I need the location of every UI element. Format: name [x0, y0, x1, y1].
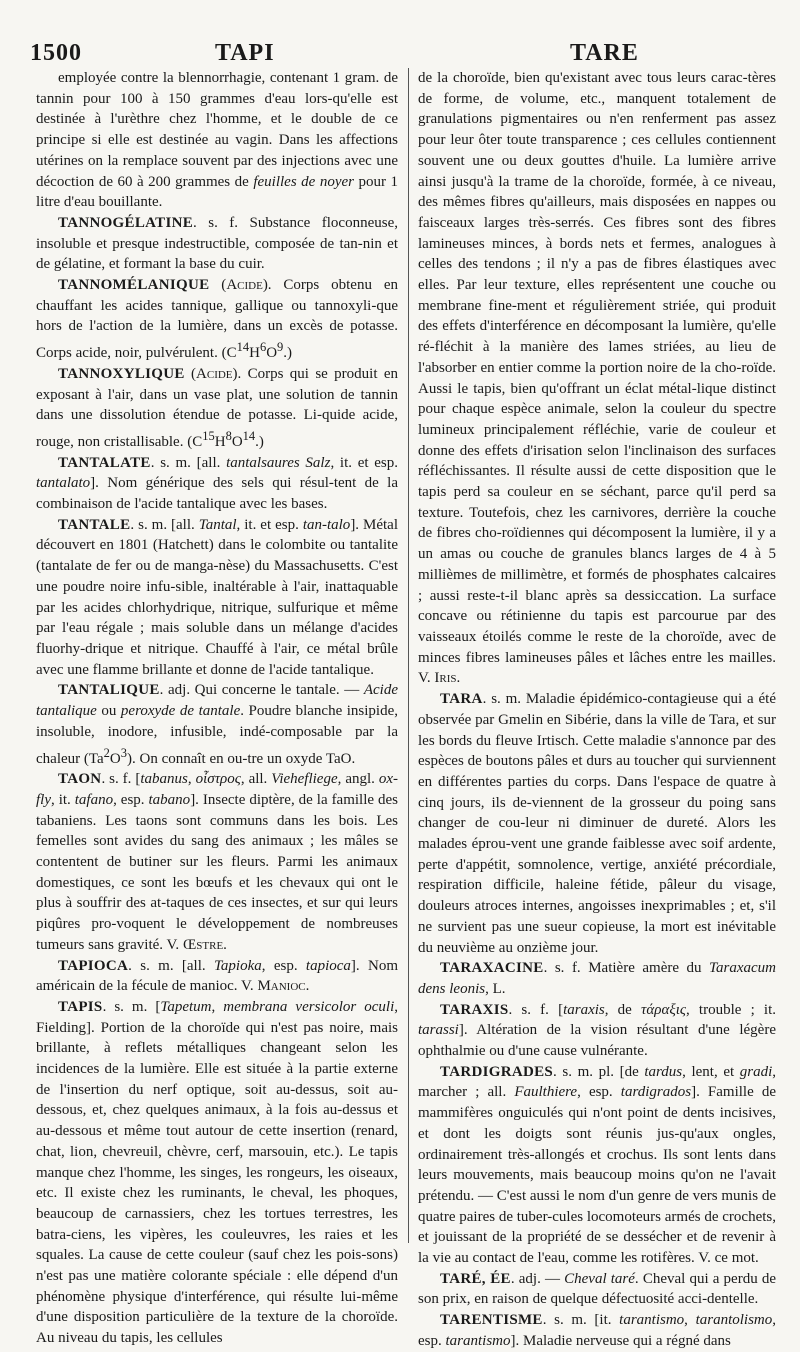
dictionary-entry: TANTALE. s. m. [all. Tantal, it. et esp. tan-talo]. Métal découvert en 1801 (Hatchett) dans le colombite ou tantalite (tantalate de fer ou de manga-nèse) du Massachusetts. C'est une poudre noire infu-sible, inaltérable à l'air, inattaquable par les acides chlorhydrique, nitrique, sulfurique et même par l'eau régale ; mais soluble dans un mélange d'acides fluorhy-drique et nitrique. Chauffé à l'air, ce métal brûle avec une flamme brillante et donne de l'acide tantalique. — [36, 516, 399, 678]
column-divider — [408, 68, 409, 1243]
dictionary-entry: TAPIOCA. s. m. [all. Tapioka, esp. tapioca]. Nom américain de la fécule de manioc. V. Manioc. — [36, 957, 398, 995]
left-column — [36, 68, 398, 1349]
running-head-right: TARE — [570, 40, 639, 66]
dictionary-entry: TANTALATE. s. m. [all. tantalsaures Salz, it. et esp. tantalato]. Nom générique des sels qui résul-tent de la combinaison de l'acide tantalique avec les bases. — [36, 454, 398, 513]
dictionary-entry: TARDIGRADES. s. m. pl. [de tardus, lent, et gradi, marcher ; all. Faulthiere, esp. tardigrados]. Famille de mammifères onguiculés qui n'ont point de dents incisives, et dont les doigts sont réunis jus-qu'aux ongles, ordinairement très-allongés et crochus. Ils sont lents dans leurs mouvements, mais beaucoup moins qu'on ne l'avait prétendu. — C'est aussi le nom d'un genre de vers munis de quatre paires de tuber-cules locomoteurs armés de crochets, et jouissant de la propriété de se dessécher et de revenir à la vie au contact de l'eau, comme les rotifères. V. ce mot. — [418, 1063, 776, 1267]
dictionary-entry: TARENTISME. s. m. [it. tarantismo, tarantolismo, esp. tarantismo]. Maladie nerveuse qui a régné dans — [418, 1312, 776, 1349]
dictionary-entry: TAPIS. s. m. [Tapetum, membrana versicolor oculi, Fielding]. Portion de la choroïde qui n'est pas noire, mais brillante, à reflets métalliques changeant selon les incidences de la lumière. Elle est située à la partie externe de l'insertion du nerf optique, soit au-dessus, soit au-dessous, et, chez quelques animaux, à la fois au-dessus et au-dessous et même tout autour de cette insertion (renard, chat, lion, chevreuil, chèvre, cerf, marsouin, etc.). Le tapis manque chez l'homme, les singes, les rongeurs, les oiseaux, etc. Il existe chez les ruminants, le cheval, les phoques, beaucoup de carnassiers, chez les tortues terrestres, les batra-ciens, les vipères, les couleuvres, les raies et les squales. La cause de cette couleur (sauf chez les pois-sons) n'est pas une matière colorante spéciale : elle dépend d'un phénomène physique d'interférence, qui résulte lui-même d'une disposition particulière de la texture de la choroïde. Au niveau du tapis, les cellules — [36, 998, 398, 1347]
dictionary-entry: TANNOGÉLATINE. s. f. Substance floconneuse, insoluble et presque indestructible, composée de tan-nin et de gélatine, et formant la base du cuir. — [36, 214, 398, 273]
dictionary-entry: TARA. s. m. Maladie épidémico-contagieuse qui a été observée par Gmelin en Sibérie, dans la ville de Tara, et sur les bords du fleuve Irtisch. Cette maladie s'annonce par des espèces de boutons pâles et durs au toucher qui surviennent en différentes parties du corps. Dans l'espace de quatre à cinq jours, ils de-viennent de la grosseur du poing sans changer de cou-leur ni diminuer de dureté. Alors les malades éprou-vent une grande faiblesse avec soif ardente, perte d'appétit, somnolence, vertige, anxiété précordiale, respiration difficile, haleine fétide, pâleur du visage, douleurs atroces internes, angoisses inexprimables ; et, s'il ne survient pas une sueur copieuse, la mort est inévitable du neuvième au onzième jour. — [418, 691, 776, 956]
dictionary-entry: TANTALIQUE. adj. Qui concerne le tantale. — Acide tantalique ou peroxyde de tantale. Poudre blanche insipide, insoluble, inodore, infusible, indé-composable par la chaleur $(Ta^2O^3)$. On connaît en ou-tre un oxyde TaO. — [36, 682, 399, 767]
dictionary-entry: TARÉ, ÉE. adj. — Cheval taré. Cheval qui a perdu de son prix, en raison de quelque défectuosité acci-dentelle. — [418, 1270, 776, 1308]
dictionary-entry: de la choroïde, bien qu'existant avec tous leurs carac-tères de forme, de volume, etc., manquent totalement de granulations pigmentaires ou n'en renferment pas assez pour leur ôter toute transparence ; ces cellules contiennent souvent une ou deux gouttes d'huile. La lumière arrive ainsi jusqu'à la trame de la choroïde, formée, à ce niveau, des mêmes fibres qu'ailleurs, mais disposées en nappes ou faisceaux larges très-serrés. Ces fibres sont des fibres lamineuses minces, à bords nets et fermes, analogues à celles des tendons ; il n'y a pas de fibres élastiques avec elles. Par leur texture, elles représentent une couche ou membrane fine-ment et régulièrement striée, qui produit des effets d'interférence en décomposant la lumière, qu'elle ré-fléchit à la manière des lames striées, au lieu de l'absorber en entier comme la portion noire de la cho-roïde. Aussi le tapis, bien qu'offrant un éclat métal-lique distinct pour chaque espèce animale, selon la couleur du spectre lumineux principalement réfléchie, varie de couleur et donne des effets d'irisation selon l'inclinaison des surfaces réfléchissantes. Il résulte aussi de cette disposition que le tapis perd sa couleur en se séchant, parce qu'il perd sa texture. Toutefois, chez les carnivores, derrière la couche de fibres cho-roïdiennes qui décomposent la lumière, il y a un amas ou couche de granules blancs larges de 4 à 5 millièmes de millimètre, et formés de phosphates calcaires ; aussi reste-t-il blanc après sa dessiccation. La surface concave ou rétinienne du tapis est parcourue par des vaisseaux étoilés comme le reste de la choroïde, avec de minces fibres lamineuses pâles et lâches entre les mailles. V. Iris. — [418, 70, 776, 687]
dictionary-entry: TANNOXYLIQUE (Acide). Corps qui se produit en exposant à l'air, dans un vase plat, une solution de tannin dans une dissolution étendue de potasse. Li-quide acide, rouge, non cristallisable. $(C^{15}H^8O^{14}.)$ — [36, 365, 399, 450]
dictionary-entry: TAON. s. f. [tabanus, οἶστρος, all. Viehefliege, angl. ox-fly, it. tafano, esp. tabano]. Insecte diptère, de la famille des tabaniens. Les taons sont communs dans les bois. Les femelles sont avides du sang des animaux ; les mâles se contentent de butiner sur les fleurs. Parmi les animaux domestiques, ce sont les bœufs et les chevaux qui ont le plus à souffrir des at-taques de ces insectes, et sur qui leurs piqûres pro-voquent le développement de nombreuses tumeurs sans gravité. V. Œstre. — [36, 771, 399, 953]
dictionary-entry: TARAXACINE. s. f. Matière amère du Taraxacum dens leonis, L. — [418, 960, 776, 997]
dictionary-entry: TANNOMÉLANIQUE (Acide). Corps obtenu en chauffant les acides tannique, gallique ou tannoxyli-que hors de l'action de la lumière, dans un excès de potasse. Corps acide, noir, pulvérulent. $(C^{14}H^6O^9.)$ — [36, 277, 398, 362]
running-head-left: TAPI — [215, 40, 275, 66]
dictionary-entry: employée contre la blennorrhagie, contenant 1 gram. de tannin pour 100 à 150 grammes d'eau lors-qu'elle est destinée à l'urèthre chez l'homme, et le double de ce principe si elle est destinée au vagin. Dans les affections utérines on la remplace souvent par des injections avec une décoction de 60 à 200 grammes de feuilles de noyer pour 1 litre d'eau bouillante. — [36, 70, 398, 211]
dictionary-entry: TARAXIS. s. f. [taraxis, de τάραξις, trouble ; it. tarassi]. Altération de la vision résultant d'une légère ophthalmie ou d'une cause vulnérante. — [418, 1001, 776, 1060]
right-column — [418, 68, 776, 1352]
page-number: 1500 — [30, 40, 82, 66]
